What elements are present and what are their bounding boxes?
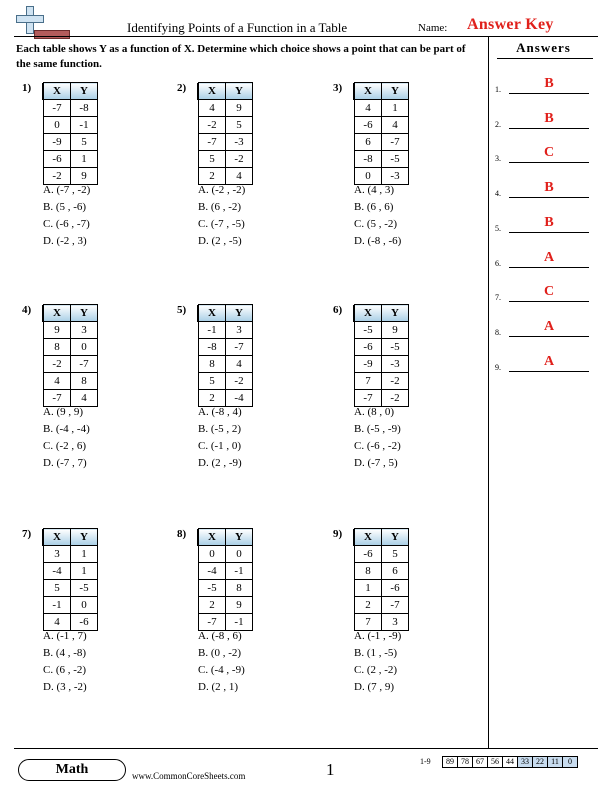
choice-c: C. (5 , -2) bbox=[354, 218, 398, 230]
x-cell: -4 bbox=[199, 563, 226, 580]
problem-number: 6) bbox=[333, 304, 343, 316]
x-cell: -6 bbox=[355, 339, 382, 356]
y-cell: -7 bbox=[71, 356, 98, 373]
table-row bbox=[44, 117, 98, 134]
table-row bbox=[44, 597, 98, 614]
y-cell: 0 bbox=[71, 597, 98, 614]
answer-row-9 bbox=[495, 354, 595, 374]
answer-line bbox=[509, 128, 589, 129]
choices-list bbox=[198, 628, 245, 696]
y-cell: 3 bbox=[382, 614, 409, 631]
choice-d: D. (-7 , 7) bbox=[43, 457, 87, 469]
choice-a: A. (8 , 0) bbox=[354, 406, 395, 418]
x-cell: 5 bbox=[199, 373, 226, 390]
x-cell: 8 bbox=[199, 356, 226, 373]
problem-number: 3) bbox=[333, 82, 343, 94]
x-cell: 5 bbox=[44, 580, 71, 597]
x-cell: 4 bbox=[355, 100, 382, 117]
x-header: X bbox=[355, 529, 382, 546]
logo bbox=[14, 6, 70, 38]
answer-value: C bbox=[543, 284, 555, 300]
answer-row-4 bbox=[495, 180, 595, 200]
x-cell: -7 bbox=[199, 614, 226, 631]
problem-5 bbox=[177, 304, 317, 484]
choices-list bbox=[354, 404, 401, 472]
choice-c: C. (-2 , 6) bbox=[43, 440, 87, 452]
x-header: X bbox=[355, 83, 382, 100]
choice-a: A. (-8 , 4) bbox=[198, 406, 242, 418]
choice-c: C. (-6 , -7) bbox=[43, 218, 90, 230]
table-row bbox=[355, 597, 409, 614]
answer-row-8 bbox=[495, 319, 595, 339]
x-cell: -5 bbox=[199, 580, 226, 597]
table-row bbox=[44, 546, 98, 563]
y-header: Y bbox=[382, 83, 409, 100]
choice-b: B. (0 , -2) bbox=[198, 647, 242, 659]
x-header: X bbox=[199, 305, 226, 322]
table-row bbox=[199, 373, 253, 390]
x-header: X bbox=[44, 305, 71, 322]
table-row bbox=[44, 100, 98, 117]
y-header: Y bbox=[226, 83, 253, 100]
table-row bbox=[44, 356, 98, 373]
table-row bbox=[44, 373, 98, 390]
x-cell: 2 bbox=[199, 390, 226, 407]
table-row bbox=[44, 580, 98, 597]
answer-value: C bbox=[543, 145, 555, 161]
score-cell: 89 bbox=[442, 756, 458, 768]
y-header: Y bbox=[71, 529, 98, 546]
choice-a: A. (-8 , 6) bbox=[198, 630, 242, 642]
y-cell: 1 bbox=[71, 563, 98, 580]
choice-c: C. (-1 , 0) bbox=[198, 440, 242, 452]
x-header: X bbox=[44, 83, 71, 100]
y-cell: 1 bbox=[71, 151, 98, 168]
answer-number: 8. bbox=[495, 327, 501, 337]
choices-list bbox=[43, 404, 90, 472]
y-cell: 8 bbox=[71, 373, 98, 390]
table-row bbox=[199, 134, 253, 151]
y-cell: 9 bbox=[71, 168, 98, 185]
subject-badge: Math bbox=[18, 759, 126, 781]
choice-d: D. (2 , -9) bbox=[198, 457, 242, 469]
table-row bbox=[355, 117, 409, 134]
x-cell: 6 bbox=[355, 134, 382, 151]
answer-line bbox=[509, 93, 589, 94]
table-row bbox=[199, 563, 253, 580]
table-row bbox=[44, 339, 98, 356]
table-row bbox=[44, 151, 98, 168]
answer-row-7 bbox=[495, 284, 595, 304]
problem-9 bbox=[333, 528, 473, 708]
choices-list bbox=[354, 628, 401, 696]
score-cell: 0 bbox=[562, 756, 578, 768]
score-cell: 22 bbox=[532, 756, 548, 768]
answer-value: B bbox=[544, 180, 554, 196]
xy-table bbox=[354, 528, 409, 631]
y-cell: 8 bbox=[226, 580, 253, 597]
y-cell: 9 bbox=[226, 597, 253, 614]
choice-d: D. (2 , 1) bbox=[198, 681, 239, 693]
answers-title: Answers bbox=[516, 40, 571, 55]
x-cell: 2 bbox=[355, 597, 382, 614]
choice-b: B. (6 , -2) bbox=[198, 201, 242, 213]
name-label: Name: bbox=[418, 22, 448, 34]
answer-number: 3. bbox=[495, 154, 501, 164]
score-cell: 78 bbox=[457, 756, 473, 768]
answer-number: 2. bbox=[495, 119, 501, 129]
answer-number: 5. bbox=[495, 223, 501, 233]
x-cell: 0 bbox=[355, 168, 382, 185]
table-row bbox=[44, 322, 98, 339]
answers-column-divider bbox=[488, 36, 489, 748]
choice-d: D. (-8 , -6) bbox=[354, 235, 402, 247]
choice-b: B. (5 , -6) bbox=[43, 201, 87, 213]
x-cell: 4 bbox=[44, 614, 71, 631]
choice-a: A. (-7 , -2) bbox=[43, 184, 91, 196]
table-row bbox=[355, 546, 409, 563]
logo-plus-horizontal bbox=[16, 15, 44, 23]
choices-list bbox=[43, 628, 87, 696]
xy-table bbox=[43, 82, 98, 185]
x-cell: 4 bbox=[199, 100, 226, 117]
problem-6 bbox=[333, 304, 473, 484]
answer-number: 4. bbox=[495, 189, 501, 199]
choice-b: B. (4 , -8) bbox=[43, 647, 87, 659]
x-cell: 8 bbox=[44, 339, 71, 356]
table-row bbox=[199, 546, 253, 563]
score-cell: 11 bbox=[547, 756, 563, 768]
xy-table bbox=[43, 304, 98, 407]
x-cell: 3 bbox=[44, 546, 71, 563]
choices-list bbox=[354, 182, 401, 250]
y-cell: -1 bbox=[71, 117, 98, 134]
x-header: X bbox=[199, 83, 226, 100]
xy-table bbox=[354, 304, 409, 407]
choice-b: B. (-4 , -4) bbox=[43, 423, 90, 435]
x-cell: -1 bbox=[44, 597, 71, 614]
table-row bbox=[355, 356, 409, 373]
choice-a: A. (-2 , -2) bbox=[198, 184, 246, 196]
y-cell: -5 bbox=[382, 339, 409, 356]
answer-row-1 bbox=[495, 76, 595, 96]
x-cell: -7 bbox=[44, 100, 71, 117]
y-cell: -5 bbox=[382, 151, 409, 168]
y-cell: -7 bbox=[382, 597, 409, 614]
answer-value: A bbox=[543, 249, 555, 265]
answer-line bbox=[509, 162, 589, 163]
answer-row-3 bbox=[495, 145, 595, 165]
y-cell: -3 bbox=[226, 134, 253, 151]
xy-table bbox=[198, 82, 253, 185]
table-row bbox=[355, 373, 409, 390]
x-cell: -4 bbox=[44, 563, 71, 580]
y-cell: 4 bbox=[226, 356, 253, 373]
answer-number: 6. bbox=[495, 258, 501, 268]
table-row bbox=[44, 563, 98, 580]
x-cell: -1 bbox=[199, 322, 226, 339]
x-header: X bbox=[44, 529, 71, 546]
table-row bbox=[199, 356, 253, 373]
xy-table bbox=[354, 82, 409, 185]
xy-table bbox=[198, 304, 253, 407]
problem-number: 8) bbox=[177, 528, 187, 540]
site-url: www.CommonCoreSheets.com bbox=[132, 771, 246, 781]
x-cell: 2 bbox=[199, 168, 226, 185]
answer-line bbox=[509, 301, 589, 302]
xy-table bbox=[43, 528, 98, 631]
problem-3 bbox=[333, 82, 473, 262]
y-cell: 4 bbox=[382, 117, 409, 134]
x-cell: -8 bbox=[199, 339, 226, 356]
choice-c: C. (-7 , -5) bbox=[198, 218, 245, 230]
choice-d: D. (7 , 9) bbox=[354, 681, 395, 693]
y-header: Y bbox=[71, 83, 98, 100]
x-cell: 2 bbox=[199, 597, 226, 614]
answer-value: B bbox=[544, 76, 554, 91]
table-row bbox=[199, 117, 253, 134]
problem-1 bbox=[22, 82, 162, 262]
page-number: 1 bbox=[326, 760, 335, 779]
x-cell: -9 bbox=[44, 134, 71, 151]
choice-c: C. (-6 , -2) bbox=[354, 440, 401, 452]
y-header: Y bbox=[226, 305, 253, 322]
y-cell: -2 bbox=[382, 373, 409, 390]
choices-list bbox=[43, 182, 90, 250]
choice-c: C. (6 , -2) bbox=[43, 664, 87, 676]
choices-list bbox=[198, 182, 245, 250]
x-header: X bbox=[199, 529, 226, 546]
problem-number: 4) bbox=[22, 304, 32, 316]
y-cell: -8 bbox=[71, 100, 98, 117]
answer-row-5 bbox=[495, 215, 595, 235]
x-cell: 5 bbox=[199, 151, 226, 168]
x-cell: -9 bbox=[355, 356, 382, 373]
problem-4 bbox=[22, 304, 162, 484]
choice-b: B. (6 , 6) bbox=[354, 201, 394, 213]
answer-line bbox=[509, 267, 589, 268]
table-row bbox=[199, 100, 253, 117]
x-cell: -2 bbox=[199, 117, 226, 134]
problem-number: 2) bbox=[177, 82, 187, 94]
score-cell: 56 bbox=[487, 756, 503, 768]
table-row bbox=[199, 322, 253, 339]
y-cell: 9 bbox=[226, 100, 253, 117]
y-header: Y bbox=[71, 305, 98, 322]
y-cell: 9 bbox=[382, 322, 409, 339]
table-row bbox=[199, 339, 253, 356]
y-cell: 1 bbox=[71, 546, 98, 563]
y-cell: 4 bbox=[71, 390, 98, 407]
y-cell: -1 bbox=[226, 563, 253, 580]
x-cell: -6 bbox=[44, 151, 71, 168]
problem-number: 1) bbox=[22, 82, 32, 94]
x-cell: 7 bbox=[355, 614, 382, 631]
y-cell: 0 bbox=[226, 546, 253, 563]
y-cell: -2 bbox=[382, 390, 409, 407]
x-cell: 1 bbox=[355, 580, 382, 597]
choice-c: C. (2 , -2) bbox=[354, 664, 398, 676]
choice-d: D. (3 , -2) bbox=[43, 681, 87, 693]
answer-line bbox=[509, 371, 589, 372]
choice-b: B. (-5 , 2) bbox=[198, 423, 242, 435]
y-cell: -6 bbox=[71, 614, 98, 631]
x-cell: -6 bbox=[355, 546, 382, 563]
x-cell: -5 bbox=[355, 322, 382, 339]
answer-key-label: Answer Key bbox=[467, 16, 554, 33]
table-row bbox=[355, 563, 409, 580]
x-cell: -7 bbox=[44, 390, 71, 407]
answer-number: 7. bbox=[495, 293, 501, 303]
choice-a: A. (-1 , 7) bbox=[43, 630, 87, 642]
x-cell: -7 bbox=[355, 390, 382, 407]
problem-8 bbox=[177, 528, 317, 708]
choice-a: A. (4 , 3) bbox=[354, 184, 395, 196]
score-range: 1-9 bbox=[420, 757, 431, 766]
problem-2 bbox=[177, 82, 317, 262]
xy-table bbox=[198, 528, 253, 631]
y-cell: -3 bbox=[382, 356, 409, 373]
answer-value: B bbox=[544, 110, 554, 126]
answer-line bbox=[509, 336, 589, 337]
choice-d: D. (-2 , 3) bbox=[43, 235, 87, 247]
y-header: Y bbox=[382, 529, 409, 546]
choice-c: C. (-4 , -9) bbox=[198, 664, 245, 676]
y-cell: 5 bbox=[382, 546, 409, 563]
x-cell: 8 bbox=[355, 563, 382, 580]
x-cell: -7 bbox=[199, 134, 226, 151]
y-cell: -4 bbox=[226, 390, 253, 407]
y-cell: 5 bbox=[226, 117, 253, 134]
answer-value: A bbox=[543, 318, 555, 334]
y-cell: 3 bbox=[226, 322, 253, 339]
y-cell: -7 bbox=[382, 134, 409, 151]
footer-divider bbox=[14, 748, 598, 749]
table-row bbox=[44, 134, 98, 151]
y-cell: -5 bbox=[71, 580, 98, 597]
x-header: X bbox=[355, 305, 382, 322]
problem-7 bbox=[22, 528, 162, 708]
y-cell: 1 bbox=[382, 100, 409, 117]
x-cell: 0 bbox=[199, 546, 226, 563]
y-header: Y bbox=[382, 305, 409, 322]
y-cell: 0 bbox=[71, 339, 98, 356]
table-row bbox=[355, 100, 409, 117]
y-cell: 4 bbox=[226, 168, 253, 185]
header-divider bbox=[14, 36, 598, 37]
problem-number: 9) bbox=[333, 528, 343, 540]
x-cell: 0 bbox=[44, 117, 71, 134]
instructions: Each table shows Y as a function of X. Determine which choice shows a point that can be part of the same function. bbox=[16, 43, 466, 70]
y-cell: -2 bbox=[226, 151, 253, 168]
worksheet-title: Identifying Points of a Function in a Table bbox=[127, 20, 348, 35]
y-cell: 5 bbox=[71, 134, 98, 151]
choice-a: A. (-1 , -9) bbox=[354, 630, 402, 642]
table-row bbox=[355, 580, 409, 597]
x-cell: -2 bbox=[44, 168, 71, 185]
y-cell: -2 bbox=[226, 373, 253, 390]
table-row bbox=[199, 597, 253, 614]
y-cell: -1 bbox=[226, 614, 253, 631]
table-row bbox=[355, 322, 409, 339]
y-cell: -3 bbox=[382, 168, 409, 185]
table-row bbox=[355, 151, 409, 168]
table-row bbox=[355, 134, 409, 151]
table-row bbox=[199, 151, 253, 168]
x-cell: 4 bbox=[44, 373, 71, 390]
answer-value: B bbox=[544, 214, 554, 230]
y-cell: -7 bbox=[226, 339, 253, 356]
x-cell: -6 bbox=[355, 117, 382, 134]
x-cell: -8 bbox=[355, 151, 382, 168]
table-row bbox=[199, 580, 253, 597]
x-cell: 9 bbox=[44, 322, 71, 339]
x-cell: 7 bbox=[355, 373, 382, 390]
choice-d: D. (-7 , 5) bbox=[354, 457, 398, 469]
y-cell: -6 bbox=[382, 580, 409, 597]
answer-row-2 bbox=[495, 111, 595, 131]
choices-list bbox=[198, 404, 242, 472]
table-row bbox=[355, 339, 409, 356]
y-header: Y bbox=[226, 529, 253, 546]
choice-b: B. (-5 , -9) bbox=[354, 423, 401, 435]
answer-line bbox=[509, 197, 589, 198]
choice-a: A. (9 , 9) bbox=[43, 406, 84, 418]
choice-b: B. (1 , -5) bbox=[354, 647, 398, 659]
y-cell: 3 bbox=[71, 322, 98, 339]
answer-value: A bbox=[543, 353, 555, 369]
answer-row-6 bbox=[495, 250, 595, 270]
choice-d: D. (2 , -5) bbox=[198, 235, 242, 247]
answers-title-underline bbox=[497, 58, 593, 59]
logo-bar bbox=[34, 30, 70, 39]
answer-number: 1. bbox=[495, 85, 501, 94]
y-cell: 6 bbox=[382, 563, 409, 580]
score-cell: 33 bbox=[517, 756, 533, 768]
score-cell: 67 bbox=[472, 756, 488, 768]
problem-number: 7) bbox=[22, 528, 32, 540]
answer-line bbox=[509, 232, 589, 233]
x-cell: -2 bbox=[44, 356, 71, 373]
score-scale bbox=[443, 756, 578, 768]
score-cell: 44 bbox=[502, 756, 518, 768]
answer-number: 9. bbox=[495, 362, 501, 372]
problem-number: 5) bbox=[177, 304, 187, 316]
